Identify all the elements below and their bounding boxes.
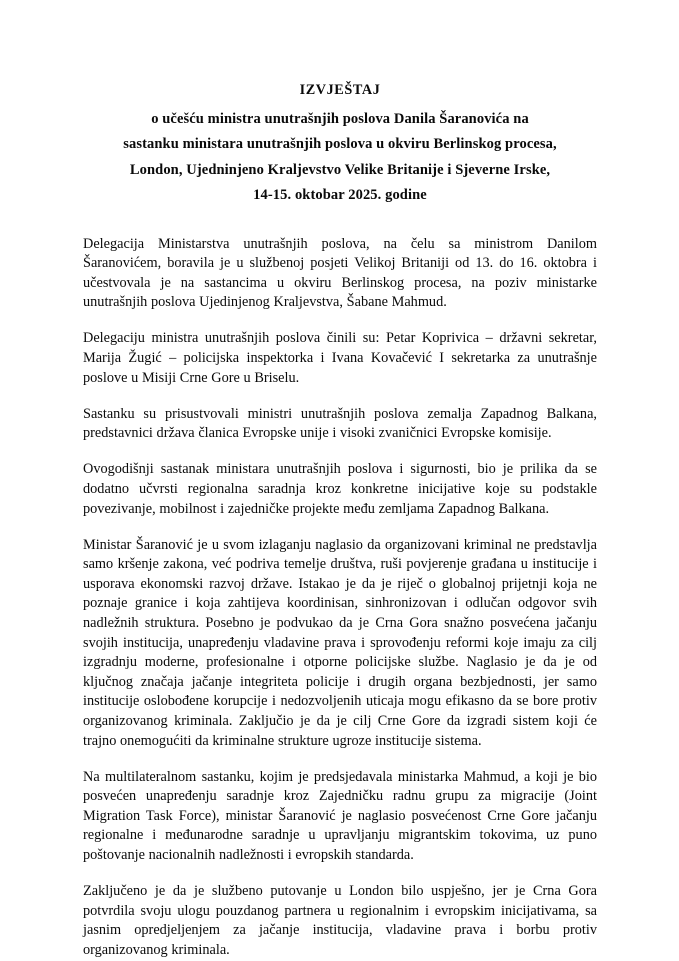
document-title-line-2: o učešću ministra unutrašnjih poslova Danila Šaranovića na [151,110,529,127]
document-title-block [83,78,597,209]
document-title-line-5: 14-15. oktobar 2025. godine [253,187,427,203]
body-paragraph: Na multilateralnom sastanku, kojim je predsjedavala ministarka Mahmud, a koji je bio posvećen unapređenju saradnje kroz Zajedničku radnu grupu za migracije (Joint Migration Task Force), ministar Šaranović je naglasio posvećenost Crne Gore jačanju regionalne i međunarodne saradnje u upravljanju migrantskim tokovima, uz puno poštovanje nacionalnih nadležnosti i evropskih standarda. [83,768,597,864]
document-title-line-4: London, Ujedninjeno Kraljevstvo Velike Britanije i Sjeverne Irske, [129,161,551,178]
body-paragraph: Delegacija Ministarstva unutrašnjih poslova, na čelu sa ministrom Danilom Šaranovićem, boravila je u službenoj posjeti Velikoj Britaniji od 13. do 16. oktobra i učestvovala je na sastancima u okviru Berlinskog procesa, na poziv ministarke unutrašnjih poslova Ujedinjenog Kraljevstva, Šabane Mahmud. [83,235,597,311]
document-title-main: IZVJEŠTAJ [299,82,381,98]
document-body [83,235,597,961]
document-content-column [83,78,597,961]
document-title-line-3: sastanku ministara unutrašnjih poslova u okviru Berlinskog procesa, [123,136,557,152]
body-paragraph: Ovogodišnji sastanak ministara unutrašnjih poslova i sigurnosti, bio je prilika da se dodatno učvrsti regionalna saradnja kroz konkretne inicijative koje su podstakle povezivanje, mobilnost i zajedničke projekte među zemljama Zapadnog Balkana. [83,461,597,517]
body-paragraph: Zaključeno je da je službeno putovanje u London bilo uspješno, jer je Crna Gora potvrdila svoju ulogu pouzdanog partnera u regionalnim i evropskim inicijativama, sa jasnim opredjeljenjem za jačanje institucija, vladavine prava i borbu protiv organizovanog kriminala. [83,883,597,958]
body-paragraph: Ministar Šaranović je u svom izlaganju naglasio da organizovani kriminal ne predstavlja samo kršenje zakona, već podriva temelje društva, ruši povjerenje građana u institucije i usporava ekonomski razvoj države. Istakao je da je riječ o globalnoj prijetnji koja ne poznaje granice i koja zahtijeva koordinisan, sinhronizovan i odlučan odgovor svih nadležnih struktura. Posebno je podvukao da je Crna Gora snažno posvećena jačanju svojih institucija, unapređenju vladavine prava i sprovođenju reformi koje imaju za cilj izgradnju moderne, profesionalne i otporne policijske službe. Naglasio je da je od ključnog značaja jačanje integriteta policije i drugih organa bezbjednosti, jer samo institucije oslobođene korupcije i nedozvoljenih uticaja mogu efikasno da se bore protiv organizovanog kriminala. Zaključio je da je cilj Crne Gore da izgradi sistem koji će trajno onemogućiti da kriminalne strukture ugroze institucije sistema. [83,536,597,749]
body-paragraph: Delegaciju ministra unutrašnjih poslova činili su: Petar Koprivica – državni sekretar, Marija Žugić – policijska inspektorka i Ivana Kovačević I sekretarka za unutrašnje poslove u Misiji Crne Gore u Briselu. [83,330,597,386]
body-paragraph: Sastanku su prisustvovali ministri unutrašnjih poslova zemalja Zapadnog Balkana, predstavnici država članica Evropske unije i visoki zvaničnici Evropske komisije. [83,405,597,442]
